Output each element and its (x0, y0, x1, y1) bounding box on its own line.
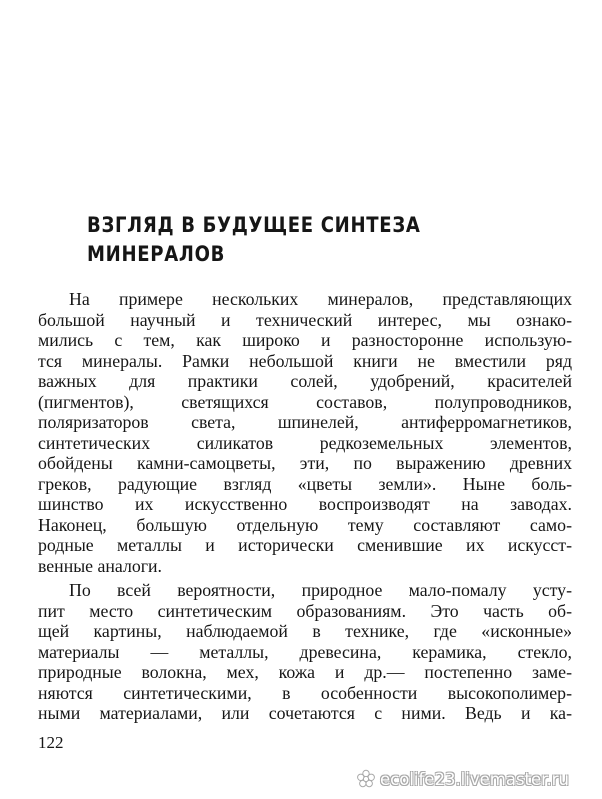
watermark-text: ecolife23.livemaster.ru (380, 769, 569, 789)
text-line: ными материалами, или сочетаются с ними. Ведь и ка- (38, 703, 572, 723)
text-line: мились с тем, как широко и разносторонне использую- (38, 330, 572, 350)
text-line: обойдены камни-самоцветы, эти, по выражению древних (38, 453, 572, 473)
text-line: синтетических силикатов редкоземельных элементов, (38, 432, 572, 453)
text-line: (пигментов), светящихся составов, полупроводников, (38, 391, 572, 412)
text-line: На примере нескольких минералов, представляющих (69, 289, 572, 309)
text-line: поляризаторов света, шпинелей, антиферромагнетиков, (38, 412, 572, 432)
body-text (38, 289, 572, 724)
flower-logo-icon (356, 769, 376, 789)
text-line: Наконец, большую отдельную тему составляют само- (38, 514, 572, 535)
page-number: 122 (38, 733, 64, 752)
text-line: щей картины, наблюдаемой в технике, где «исконные» (38, 621, 572, 641)
text-line: родные металлы и исторически сменившие их искусст- (38, 535, 572, 555)
text-line: материалы — металлы, древесина, керамика, стекло, (38, 641, 572, 662)
text-line: венные аналоги. (38, 555, 162, 576)
watermark (356, 766, 569, 792)
text-line: няются синтетическими, в особенности высокополимер- (38, 682, 572, 703)
text-line: важных для практики солей, удобрений, красителей (38, 371, 572, 391)
paragraph (38, 289, 572, 576)
chapter-heading (87, 211, 448, 269)
paragraph (38, 580, 572, 724)
heading-line: ВЗГЛЯД В БУДУЩЕЕ СИНТЕЗА (87, 213, 421, 237)
text-line: шинство их искусственно воспроизводят на заводах. (38, 494, 572, 514)
text-line: природные волокна, мех, кожа и др.— постепенно заме- (38, 662, 572, 682)
text-line: греков, радующие взгляд «цветы земли». Ныне боль- (38, 473, 572, 494)
heading-line: МИНЕРАЛОВ (87, 242, 226, 266)
text-line: большой научный и технический интерес, мы ознако- (38, 309, 572, 330)
text-line: По всей вероятности, природное мало-помалу усту- (69, 580, 572, 600)
text-line: тся минералы. Рамки небольшой книги не вместили ряд (38, 350, 572, 371)
text-line: пит место синтетическим образованиям. Это часть об- (38, 600, 572, 621)
